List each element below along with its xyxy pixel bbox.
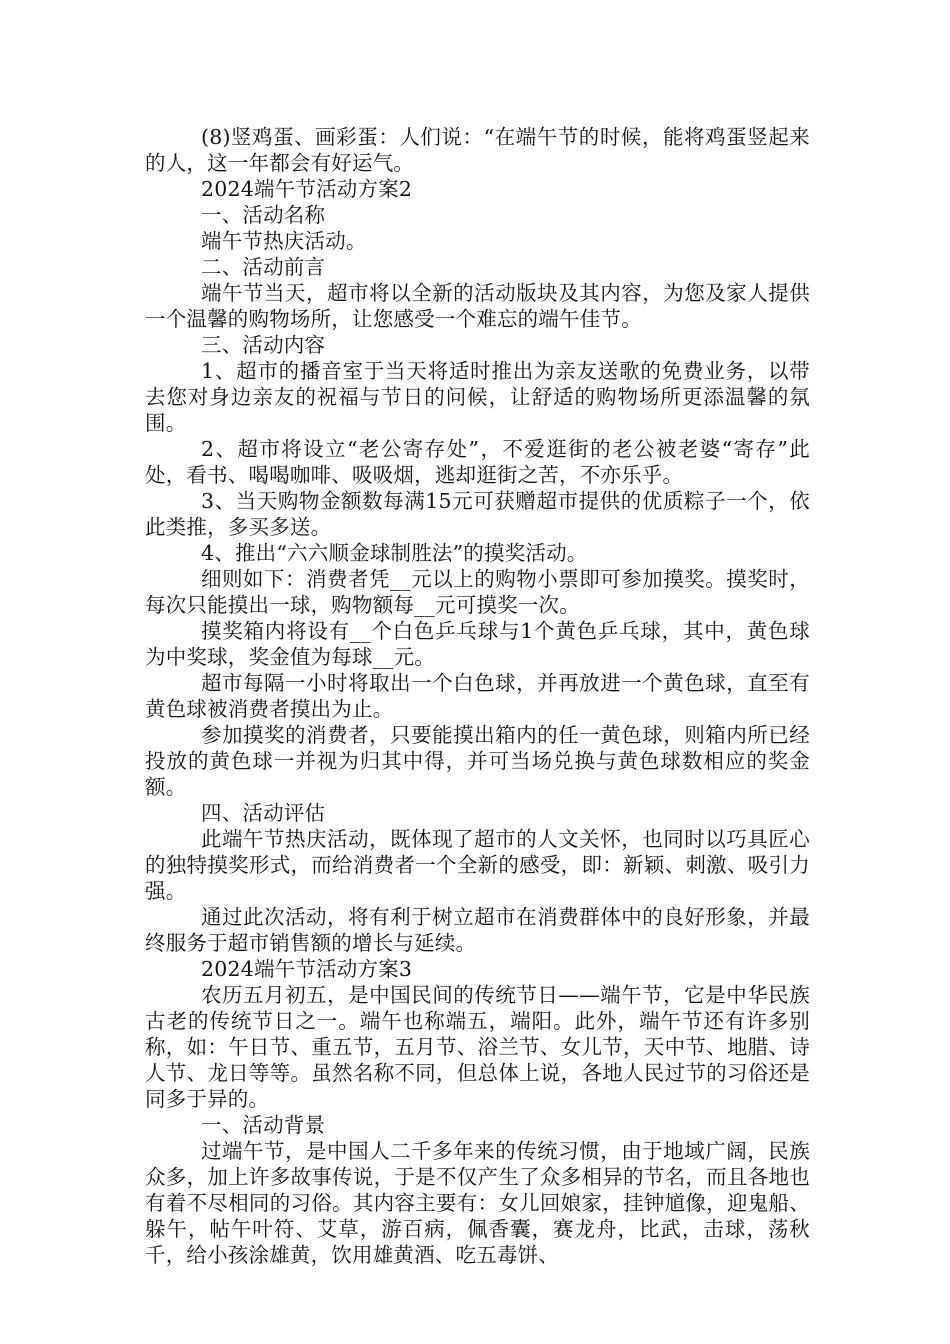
paragraph-evaluation: 此端午节热庆活动，既体现了超市的人文关怀，也同时以巧具匠心的独特摸奖形式，而给消费者一个全新的感受，即：新颖、刺激、吸引力强。 [145, 827, 810, 903]
paragraph-content-4: 4、推出“六六顺金球制胜法”的摸奖活动。 [201, 541, 588, 565]
paragraph-prize-box: 摸奖箱内将设有__个白色乒乓球与1个黄色乒乓球，其中，黄色球为中奖球，奖金值为每球__元。 [145, 619, 810, 669]
paragraph-activity-background: 过端午节，是中国人二千多年来的传统习惯，由于地域广阔，民族众多，加上许多故事传说，于是不仅产生了众多相异的节名，而且各地也有着不尽相同的习俗。其内容主要有：女儿回娘家，挂钟馗像，迎鬼船、躲午，帖午叶符、艾草，游百病，佩香囊，赛龙舟，比武，击球，荡秋千，给小孩涂雄黄，饮用雄黄酒、吃五毒饼、 [145, 1139, 810, 1267]
paragraph-content-2: 2、超市将设立“老公寄存处”，不爱逛街的老公被老婆“寄存”此处，看书、喝喝咖啡、吸吸烟，逃却逛街之苦，不亦乐乎。 [145, 437, 810, 487]
paragraph-hourly: 超市每隔一小时将取出一个白色球，并再放进一个黄色球，直至有黄色球被消费者摸出为止。 [145, 671, 810, 721]
paragraph-content-1: 1、超市的播音室于当天将适时推出为亲友送歌的免费业务，以带去您对身边亲友的祝福与节日的问候，让舒适的购物场所更添温馨的氛围。 [145, 359, 810, 435]
paragraph-plan-3-intro: 农历五月初五，是中国民间的传统节日——端午节，它是中华民族古老的传统节日之一。端午也称端五，端阳。此外，端午节还有许多别称，如：午日节、重五节，五月节、浴兰节、女儿节，天中节、地腊、诗人节、龙日等等。虽然名称不同，但总体上说，各地人民过节的习俗还是同多于异的。 [145, 983, 810, 1111]
heading-activity-evaluation: 四、活动评估 [201, 801, 326, 825]
heading-activity-content: 三、活动内容 [201, 333, 326, 357]
paragraph-conclusion: 通过此次活动，将有利于树立超市在消费群体中的良好形象，并最终服务于超市销售额的增长与延续。 [145, 905, 810, 955]
paragraph-content-3: 3、当天购物金额数每满15元可获赠超市提供的优质粽子一个，依此类推，多买多送。 [145, 489, 810, 539]
paragraph-1: (8)竖鸡蛋、画彩蛋：人们说：“在端午节的时候，能将鸡蛋竖起来的人，这一年都会有好运气。 [145, 125, 810, 175]
section-title-plan-2: 2024端午节活动方案2 [201, 177, 413, 201]
heading-activity-name: 一、活动名称 [201, 203, 326, 227]
heading-activity-preface: 二、活动前言 [201, 255, 326, 279]
paragraph-participants: 参加摸奖的消费者，只要能摸出箱内的任一黄色球，则箱内所已经投放的黄色球一并视为归其中得，并可当场兑换与黄色球数相应的奖金额。 [145, 723, 810, 799]
paragraph-activity-preface: 端午节当天，超市将以全新的活动版块及其内容，为您及家人提供一个温馨的购物场所，让您感受一个难忘的端午佳节。 [145, 281, 810, 331]
section-title-plan-3: 2024端午节活动方案3 [201, 957, 413, 981]
paragraph-activity-name: 端午节热庆活动。 [201, 229, 367, 253]
paragraph-rules: 细则如下：消费者凭__元以上的购物小票即可参加摸奖。摸奖时，每次只能摸出一球，购物额每__元可摸奖一次。 [145, 567, 810, 617]
heading-activity-background: 一、活动背景 [201, 1113, 326, 1137]
